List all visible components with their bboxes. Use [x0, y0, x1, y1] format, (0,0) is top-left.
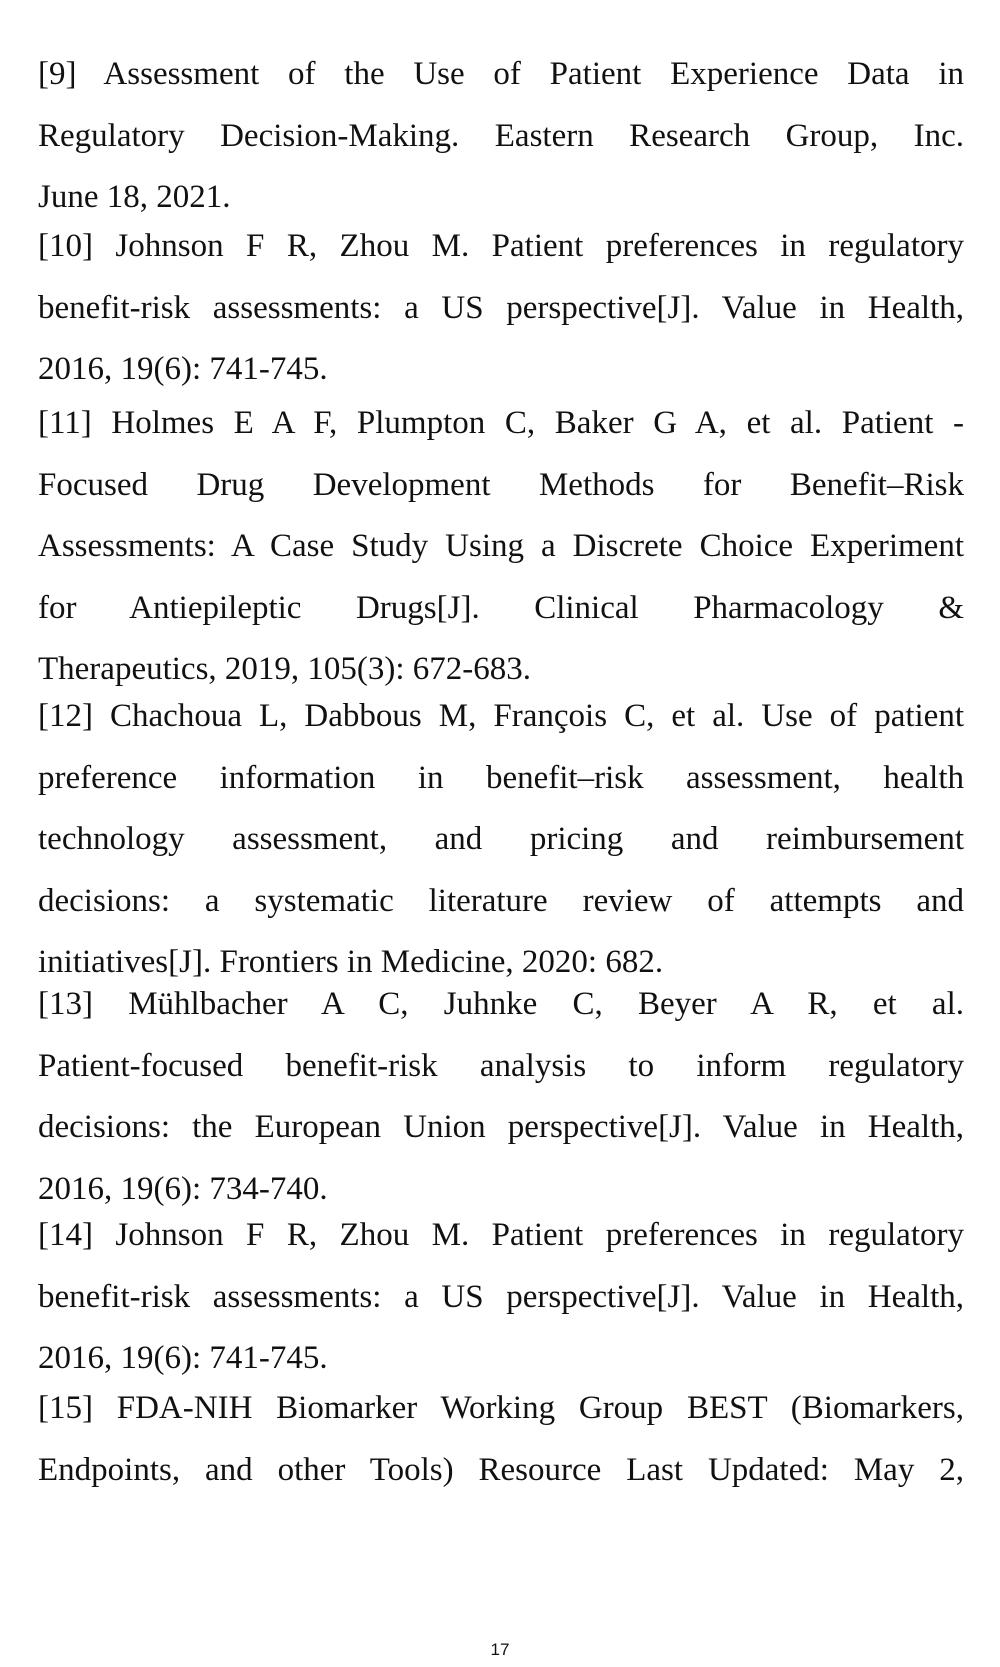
- reference-line: [14] Johnson F R, Zhou M. Patient preferences in regulatory: [38, 1217, 964, 1253]
- reference-line: 2016, 19(6): 741-745.: [38, 1340, 328, 1376]
- reference-line: [15] FDA-NIH Biomarker Working Group BEST (Biomarkers,: [38, 1390, 964, 1426]
- reference-15: [38, 1378, 964, 1501]
- reference-11: [38, 393, 964, 701]
- reference-line: Endpoints, and other Tools) Resource Last Updated: May 2,: [38, 1451, 964, 1488]
- reference-line: Regulatory Decision-Making. Eastern Research Group, Inc.: [38, 117, 964, 154]
- reference-12: [38, 686, 964, 994]
- reference-14: [38, 1205, 964, 1390]
- reference-line: June 18, 2021.: [38, 179, 231, 215]
- reference-line: Patient-focused benefit-risk analysis to inform regulatory: [38, 1047, 964, 1084]
- reference-line: decisions: the European Union perspective[J]. Value in Health,: [38, 1109, 964, 1145]
- reference-line: [10] Johnson F R, Zhou M. Patient preferences in regulatory: [38, 228, 964, 264]
- reference-line: technology assessment, and pricing and reimbursement: [38, 821, 964, 857]
- reference-line: benefit-risk assessments: a US perspective[J]. Value in Health,: [38, 1278, 964, 1315]
- reference-line: Assessments: A Case Study Using a Discrete Choice Experiment: [38, 528, 964, 564]
- reference-13: [38, 974, 964, 1220]
- reference-line: benefit-risk assessments: a US perspective[J]. Value in Health,: [38, 289, 964, 326]
- reference-line: Therapeutics, 2019, 105(3): 672-683.: [38, 651, 532, 687]
- reference-line: Focused Drug Development Methods for Benefit–Risk: [38, 466, 964, 503]
- reference-line: preference information in benefit–risk assessment, health: [38, 759, 964, 796]
- reference-9: [38, 44, 964, 229]
- reference-line: 2016, 19(6): 734-740.: [38, 1170, 328, 1207]
- reference-10: [38, 216, 964, 401]
- reference-line: [12] Chachoua L, Dabbous M, François C, et al. Use of patient: [38, 698, 964, 734]
- reference-line: [13] Mühlbacher A C, Juhnke C, Beyer A R, et al.: [38, 986, 964, 1022]
- reference-line: for Antiepileptic Drugs[J]. Clinical Pharmacology &: [38, 589, 964, 626]
- reference-line: [11] Holmes E A F, Plumpton C, Baker G A, et al. Patient -: [38, 405, 964, 441]
- reference-line: 2016, 19(6): 741-745.: [38, 351, 328, 387]
- reference-line: initiatives[J]. Frontiers in Medicine, 2020: 682.: [38, 944, 664, 980]
- reference-line: decisions: a systematic literature review of attempts and: [38, 882, 964, 919]
- page-number: 17: [490, 1640, 510, 1659]
- reference-line: [9] Assessment of the Use of Patient Experience Data in: [38, 56, 964, 92]
